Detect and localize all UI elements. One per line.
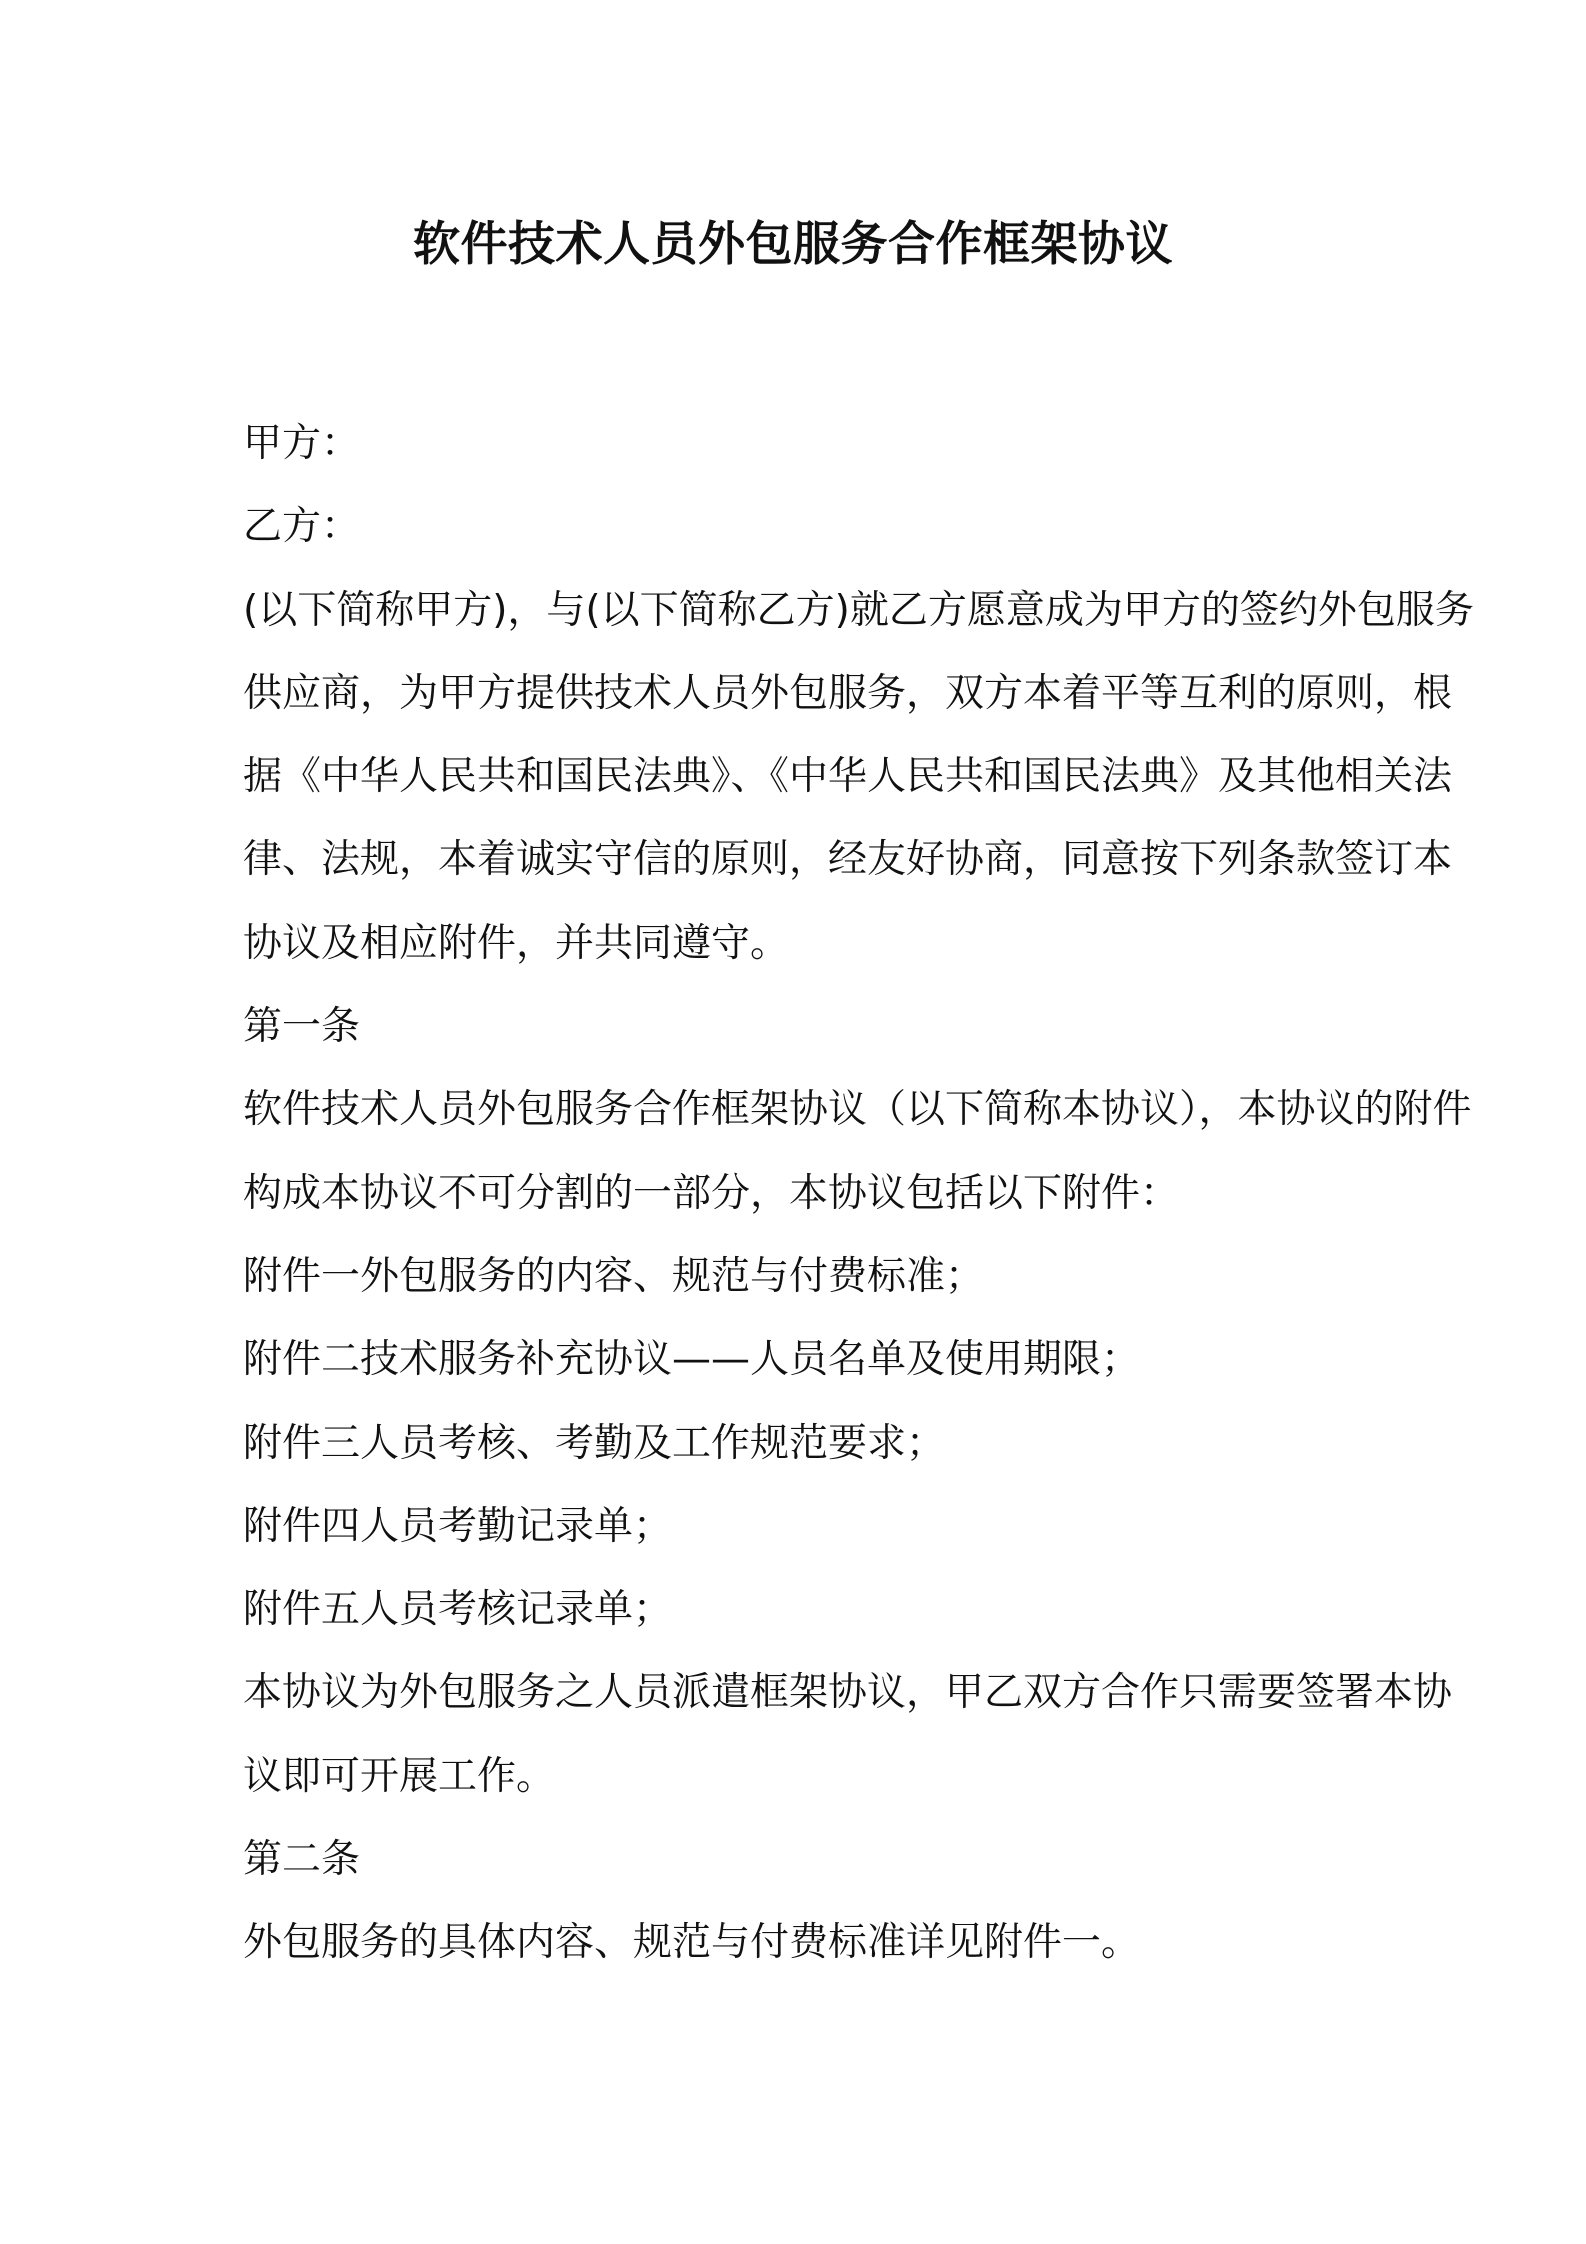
party-a-line: 甲方： bbox=[243, 421, 361, 466]
preamble-line: 律、法规，本着诚实守信的原则，经友好协商，同意按下列条款签订本 bbox=[243, 837, 1453, 883]
article-text-line: 软件技术人员外包服务合作框架协议（以下简称本协议），本协议的附件 bbox=[243, 1087, 1472, 1133]
attachment-item: 附件四人员考勤记录单； bbox=[243, 1503, 673, 1549]
attachment-item: 附件五人员考核记录单； bbox=[243, 1587, 673, 1633]
preamble-line: (以下简称甲方)，与(以下简称乙方)就乙方愿意成为甲方的签约外包服务 bbox=[243, 587, 1474, 633]
preamble-line: 供应商，为甲方提供技术人员外包服务，双方本着平等互利的原则，根 bbox=[243, 670, 1453, 716]
article-text-line: 本协议为外包服务之人员派遣框架协议，甲乙双方合作只需要签署本协 bbox=[243, 1670, 1453, 1716]
article-text-line: 议即可开展工作。 bbox=[243, 1753, 556, 1799]
article-heading: 第一条 bbox=[243, 1004, 361, 1050]
document-title: 软件技术人员外包服务合作框架协议 bbox=[413, 217, 1173, 272]
preamble-line: 协议及相应附件，并共同遵守。 bbox=[243, 920, 790, 966]
attachment-item: 附件三人员考核、考勤及工作规范要求； bbox=[243, 1420, 946, 1466]
document-body bbox=[243, 402, 1474, 1985]
article-heading: 第二条 bbox=[243, 1837, 361, 1883]
article-text-line: 外包服务的具体内容、规范与付费标准详见附件一。 bbox=[243, 1920, 1141, 1966]
attachment-item: 附件一外包服务的内容、规范与付费标准； bbox=[243, 1253, 985, 1299]
attachment-item: 附件二技术服务补充协议——人员名单及使用期限； bbox=[243, 1337, 1141, 1383]
party-b-line: 乙方： bbox=[243, 504, 361, 550]
preamble-line: 据《中华人民共和国民法典》、《中华人民共和国民法典》及其他相关法 bbox=[243, 754, 1453, 800]
article-text-line: 构成本协议不可分割的一部分，本协议包括以下附件： bbox=[243, 1170, 1180, 1216]
